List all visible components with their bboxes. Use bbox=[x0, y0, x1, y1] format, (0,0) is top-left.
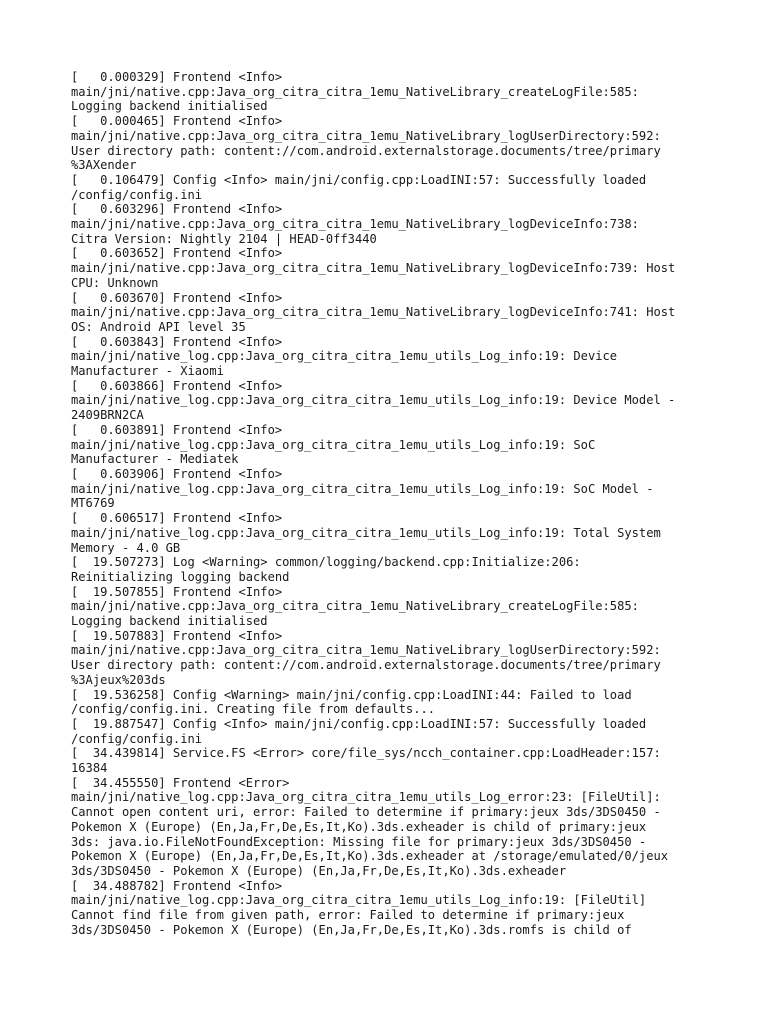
log-line: /config/config.ini bbox=[71, 731, 203, 746]
log-line: [ 0.606517] Frontend <Info> bbox=[71, 511, 283, 526]
log-line: [ 19.507855] Frontend <Info> bbox=[71, 584, 283, 599]
log-line: [ 0.603906] Frontend <Info> bbox=[71, 466, 283, 481]
log-line: main/jni/native.cpp:Java_org_citra_citra_1emu_NativeLibrary_createLogFile:585: bbox=[71, 84, 639, 99]
log-line: Cannot open content uri, error: Failed to determine if primary:jeux 3ds/3DS0450 - bbox=[71, 805, 661, 820]
log-line: main/jni/native_log.cpp:Java_org_citra_citra_1emu_utils_Log_info:19: Device Model - bbox=[71, 393, 676, 408]
log-line: [ 0.000329] Frontend <Info> bbox=[71, 70, 283, 84]
log-line: main/jni/native.cpp:Java_org_citra_citra_1emu_NativeLibrary_logUserDirectory:592: bbox=[71, 128, 661, 143]
log-line: MT6769 bbox=[71, 496, 115, 511]
log-line: main/jni/native_log.cpp:Java_org_citra_citra_1emu_utils_Log_info:19: SoC bbox=[71, 437, 596, 452]
log-line: main/jni/native_log.cpp:Java_org_citra_citra_1emu_utils_Log_error:23: [FileUtil]: bbox=[71, 790, 661, 805]
log-line: Pokemon X (Europe) (En,Ja,Fr,De,Es,It,Ko).3ds.exheader at /storage/emulated/0/jeux bbox=[71, 849, 669, 864]
log-line: main/jni/native.cpp:Java_org_citra_citra_1emu_NativeLibrary_createLogFile:585: bbox=[71, 599, 639, 614]
log-line: [ 0.603652] Frontend <Info> bbox=[71, 246, 283, 261]
log-line: 2409BRN2CA bbox=[71, 408, 144, 423]
log-line: %3AXender bbox=[71, 158, 137, 173]
log-line: main/jni/native.cpp:Java_org_citra_citra_1emu_NativeLibrary_logUserDirectory:592: bbox=[71, 643, 661, 658]
log-line: 16384 bbox=[71, 761, 108, 776]
log-line: [ 0.603866] Frontend <Info> bbox=[71, 378, 283, 393]
log-line: Logging backend initialised bbox=[71, 614, 268, 629]
log-line: User directory path: content://com.android.externalstorage.documents/tree/primary bbox=[71, 658, 661, 673]
log-line: Reinitializing logging backend bbox=[71, 569, 290, 584]
log-line: [ 0.603843] Frontend <Info> bbox=[71, 334, 283, 349]
log-line: [ 19.887547] Config <Info> main/jni/config.cpp:LoadINI:57: Successfully loaded bbox=[71, 716, 647, 731]
log-line: [ 19.507273] Log <Warning> common/logging/backend.cpp:Initialize:206: bbox=[71, 555, 581, 570]
log-line: %3Ajeux%203ds bbox=[71, 672, 166, 687]
log-line: 3ds/3DS0450 - Pokemon X (Europe) (En,Ja,Fr,De,Es,It,Ko).3ds.exheader bbox=[71, 863, 567, 878]
log-line: [ 34.439814] Service.FS <Error> core/file_sys/ncch_container.cpp:LoadHeader:157: bbox=[71, 746, 661, 761]
log-line: [ 19.507883] Frontend <Info> bbox=[71, 628, 283, 643]
log-line: [ 34.488782] Frontend <Info> bbox=[71, 878, 283, 893]
log-line: Cannot find file from given path, error: Failed to determine if primary:jeux bbox=[71, 908, 625, 923]
log-line: /config/config.ini. Creating file from defaults... bbox=[71, 702, 436, 717]
log-line: [ 0.106479] Config <Info> main/jni/config.cpp:LoadINI:57: Successfully loaded bbox=[71, 172, 647, 187]
log-line: Pokemon X (Europe) (En,Ja,Fr,De,Es,It,Ko).3ds.exheader is child of primary:jeux bbox=[71, 819, 647, 834]
log-line: [ 34.455550] Frontend <Error> bbox=[71, 775, 290, 790]
log-line: Logging backend initialised bbox=[71, 99, 268, 114]
log-line: main/jni/native.cpp:Java_org_citra_citra_1emu_NativeLibrary_logDeviceInfo:738: bbox=[71, 217, 639, 232]
log-line: main/jni/native_log.cpp:Java_org_citra_citra_1emu_utils_Log_info:19: Device bbox=[71, 349, 618, 364]
log-line: 3ds: java.io.FileNotFoundException: Missing file for primary:jeux 3ds/3DS0450 - bbox=[71, 834, 647, 849]
log-line: /config/config.ini bbox=[71, 187, 203, 202]
log-line: main/jni/native.cpp:Java_org_citra_citra_1emu_NativeLibrary_logDeviceInfo:741: Host bbox=[71, 305, 676, 320]
log-line: [ 0.603891] Frontend <Info> bbox=[71, 422, 283, 437]
log-line: [ 0.603296] Frontend <Info> bbox=[71, 202, 283, 217]
log-line: main/jni/native.cpp:Java_org_citra_citra_1emu_NativeLibrary_logDeviceInfo:739: Host bbox=[71, 261, 676, 276]
log-line: OS: Android API level 35 bbox=[71, 319, 246, 334]
log-line: User directory path: content://com.android.externalstorage.documents/tree/primary bbox=[71, 143, 661, 158]
log-page bbox=[71, 70, 731, 937]
log-line: [ 0.000465] Frontend <Info> bbox=[71, 114, 283, 129]
log-line: CPU: Unknown bbox=[71, 275, 159, 290]
log-line: [ 0.603670] Frontend <Info> bbox=[71, 290, 283, 305]
log-line: Manufacturer - Mediatek bbox=[71, 452, 239, 467]
log-line: main/jni/native_log.cpp:Java_org_citra_citra_1emu_utils_Log_info:19: Total System bbox=[71, 525, 661, 540]
log-line: Citra Version: Nightly 2104 | HEAD-0ff3440 bbox=[71, 231, 377, 246]
log-line: Memory - 4.0 GB bbox=[71, 540, 181, 555]
log-line: Manufacturer - Xiaomi bbox=[71, 364, 224, 379]
log-line: main/jni/native_log.cpp:Java_org_citra_citra_1emu_utils_Log_info:19: SoC Model - bbox=[71, 481, 654, 496]
log-line: [ 19.536258] Config <Warning> main/jni/config.cpp:LoadINI:44: Failed to load bbox=[71, 687, 632, 702]
log-line: 3ds/3DS0450 - Pokemon X (Europe) (En,Ja,Fr,De,Es,It,Ko).3ds.romfs is child of bbox=[71, 922, 632, 937]
log-line: main/jni/native_log.cpp:Java_org_citra_citra_1emu_utils_Log_info:19: [FileUtil] bbox=[71, 893, 647, 908]
